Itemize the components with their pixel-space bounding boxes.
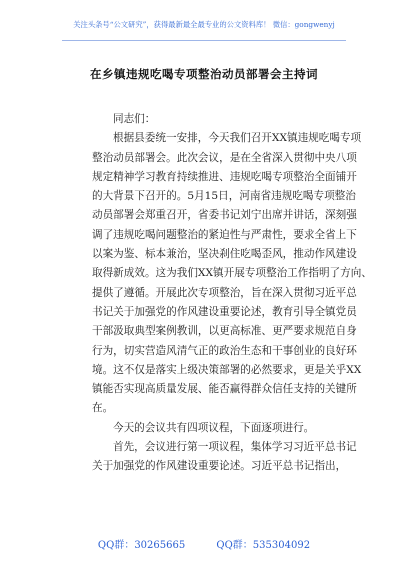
body-line: 今天的会议共有四项议程，下面逐项进行。 bbox=[113, 421, 315, 434]
body-line: 取得新成效。这为我们XX镇开展专项整治工作指明了方向、 bbox=[92, 267, 372, 280]
footer-qq-group-1: QQ群：30265665 bbox=[97, 540, 186, 551]
footer-contact bbox=[0, 536, 408, 551]
body-line: 首先，会议进行第一项议程，集体学习习近平总书记 bbox=[113, 441, 357, 454]
body-line: 镇能否实现高质量发展、能否赢得群众信任支持的关键所 bbox=[92, 383, 357, 396]
document-body bbox=[92, 110, 372, 477]
body-line: 根据县委统一安排，今天我们召开XX镇违规吃喝专项 bbox=[113, 132, 362, 145]
body-line: 规定精神学习教育持续推进、违规吃喝专项整治全面铺开 bbox=[92, 170, 357, 183]
footer-qq-group-2: QQ群：535304092 bbox=[216, 540, 311, 551]
body-line: 干部汲取典型案例教训，以更高标准、更严要求规范自身 bbox=[92, 325, 357, 338]
body-line: 整治动员部署会。此次会议，是在全省深入贯彻中央八项 bbox=[92, 151, 357, 164]
header-divider bbox=[62, 40, 346, 41]
body-line: 提供了遵循。开展此次专项整治，旨在深入贯彻习近平总 bbox=[92, 286, 357, 299]
body-line: 调了违规吃喝问题整治的紧迫性与严肃性，要求全省上下 bbox=[92, 228, 357, 241]
body-line: 动员部署会郑重召开，省委书记刘宁出席并讲话，深刻强 bbox=[92, 209, 357, 222]
body-line: 境。这不仅是落实上级决策部署的必然要求，更是关乎XX bbox=[92, 363, 362, 376]
header-banner: 关注头条号“公文研究”，获得最新最全最专业的公文资料库！ 微信：gongwenyj bbox=[73, 20, 335, 29]
body-line: 关于加强党的作风建设重要论述。习近平总书记指出， bbox=[92, 460, 347, 473]
body-line: 以案为鉴、标本兼治，坚决刹住吃喝歪风，推动作风建设 bbox=[92, 248, 357, 261]
document-title: 在乡镇违规吃喝专项整治动员部署会主持词 bbox=[90, 67, 318, 81]
body-line: 书记关于加强党的作风建设重要论述，教育引导全镇党员 bbox=[92, 305, 357, 318]
body-line: 行为，切实营造风清气正的政治生态和干事创业的良好环 bbox=[92, 344, 357, 357]
salutation: 同志们： bbox=[113, 113, 156, 125]
body-line: 在。 bbox=[92, 402, 114, 415]
body-line: 的大背景下召开的。5月15日，河南省违规吃喝专项整治 bbox=[92, 190, 356, 203]
